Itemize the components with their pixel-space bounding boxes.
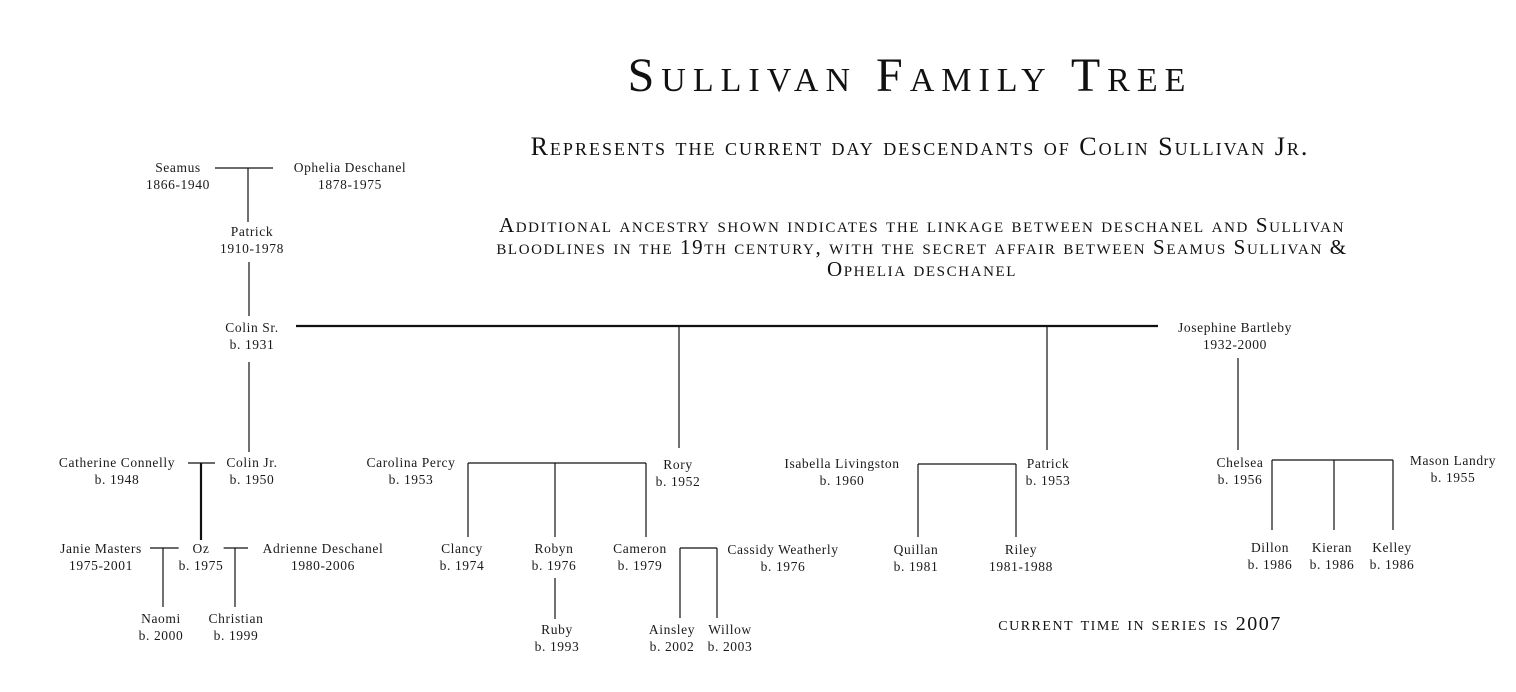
person-dates: b. 1950 <box>229 472 275 487</box>
person-dates: b. 1956 <box>1217 472 1263 487</box>
person-patrick-1910 <box>220 223 284 257</box>
person-seamus <box>146 159 210 193</box>
person-dates: b. 1948 <box>94 472 140 487</box>
person-riley <box>989 541 1053 575</box>
person-ophelia-deschanel <box>294 159 407 193</box>
person-isabella-livingston <box>784 455 899 489</box>
person-dates: b. 2003 <box>707 639 753 654</box>
person-name: Adrienne Deschanel <box>262 541 384 556</box>
person-name: Kieran <box>1311 540 1353 555</box>
person-name: Clancy <box>441 541 483 556</box>
person-dates: b. 1993 <box>534 639 580 654</box>
subtitle: Represents the current day descendants of Colin Sullivan Jr. <box>530 132 1310 161</box>
person-name: Patrick <box>230 224 274 239</box>
person-christian <box>209 610 264 644</box>
person-ainsley <box>649 621 695 655</box>
person-dates: 1910-1978 <box>220 241 284 256</box>
person-patrick-1953 <box>1026 455 1071 489</box>
person-name: Mason Landry <box>1409 453 1497 468</box>
person-dates: b. 1953 <box>1025 473 1071 488</box>
person-name: Catherine Connelly <box>58 455 176 470</box>
person-dates: 1878-1975 <box>318 177 382 192</box>
person-dates: 1980-2006 <box>291 558 355 573</box>
person-clancy <box>440 540 485 574</box>
person-name: Naomi <box>141 611 181 626</box>
page-title: Sullivan Family Tree <box>627 49 1193 102</box>
person-name: Robyn <box>534 541 574 556</box>
person-dates: b. 1953 <box>388 472 434 487</box>
person-cassidy-weatherly <box>727 541 838 575</box>
person-name: Oz <box>192 541 210 556</box>
person-dates: b. 1975 <box>178 558 224 573</box>
person-dates: b. 1981 <box>893 559 939 574</box>
person-name: Willow <box>708 622 752 637</box>
description: Additional ancestry shown indicates the linkage between deschanel and Sullivan bloodlines in the 19th century, with the secret affair between Seamus Sullivan & Ophelia deschanel <box>496 213 1348 281</box>
person-kieran <box>1310 539 1355 573</box>
person-mason-landry <box>1410 452 1496 486</box>
person-name: Ruby <box>541 622 573 637</box>
person-colin-jr <box>226 454 277 488</box>
person-dates: b. 1999 <box>213 628 259 643</box>
person-name: Seamus <box>155 160 201 175</box>
person-kelley <box>1370 539 1415 573</box>
person-dates: 1981-1988 <box>989 559 1053 574</box>
person-name: Cassidy Weatherly <box>727 542 839 557</box>
person-name: Janie Masters <box>60 541 142 556</box>
person-name: Isabella Livingston <box>784 456 900 471</box>
person-name: Ainsley <box>648 622 696 637</box>
person-name: Colin Jr. <box>226 455 278 470</box>
person-josephine-bartleby <box>1178 319 1292 353</box>
person-dates: b. 1955 <box>1430 470 1476 485</box>
person-naomi <box>139 610 184 644</box>
person-name: Dillon <box>1250 540 1290 555</box>
person-dates: 1932-2000 <box>1203 337 1267 352</box>
person-dates: 1866-1940 <box>146 177 210 192</box>
person-adrienne-deschanel <box>263 540 384 574</box>
person-rory <box>656 456 701 490</box>
person-dates: b. 1960 <box>819 473 865 488</box>
person-name: Chelsea <box>1216 455 1264 470</box>
person-name: Kelley <box>1372 540 1412 555</box>
person-quillan <box>894 541 939 575</box>
person-name: Josephine Bartleby <box>1178 320 1292 335</box>
person-dates: b. 1986 <box>1309 557 1355 572</box>
person-dates: b. 1931 <box>229 337 275 352</box>
person-name: Rory <box>663 457 693 472</box>
person-dates: b. 1952 <box>655 474 701 489</box>
person-dates: b. 1976 <box>760 559 806 574</box>
person-name: Ophelia Deschanel <box>293 160 407 175</box>
person-ruby <box>535 621 580 655</box>
person-willow <box>708 621 753 655</box>
person-dates: b. 1986 <box>1247 557 1293 572</box>
person-name: Riley <box>1004 542 1038 557</box>
person-name: Patrick <box>1026 456 1070 471</box>
person-dates: b. 2000 <box>138 628 184 643</box>
person-name: Carolina Percy <box>366 455 456 470</box>
person-cameron <box>613 540 667 574</box>
person-name: Colin Sr. <box>225 320 279 335</box>
person-dillon <box>1248 539 1293 573</box>
person-carolina-percy <box>367 454 456 488</box>
person-colin-sr <box>225 319 278 353</box>
person-name: Quillan <box>893 542 939 557</box>
person-robyn <box>532 540 577 574</box>
person-name: Cameron <box>613 541 667 556</box>
person-janie-masters <box>60 540 142 574</box>
person-catherine-connelly <box>59 454 175 488</box>
person-dates: b. 1986 <box>1369 557 1415 572</box>
person-name: Christian <box>208 611 264 626</box>
person-dates: b. 2002 <box>649 639 695 654</box>
person-dates: 1975-2001 <box>69 558 133 573</box>
person-oz <box>179 540 224 574</box>
series-time-note: current time in series is 2007 <box>998 613 1282 635</box>
person-dates: b. 1979 <box>617 558 663 573</box>
person-dates: b. 1976 <box>531 558 577 573</box>
person-dates: b. 1974 <box>439 558 485 573</box>
person-chelsea <box>1217 454 1264 488</box>
